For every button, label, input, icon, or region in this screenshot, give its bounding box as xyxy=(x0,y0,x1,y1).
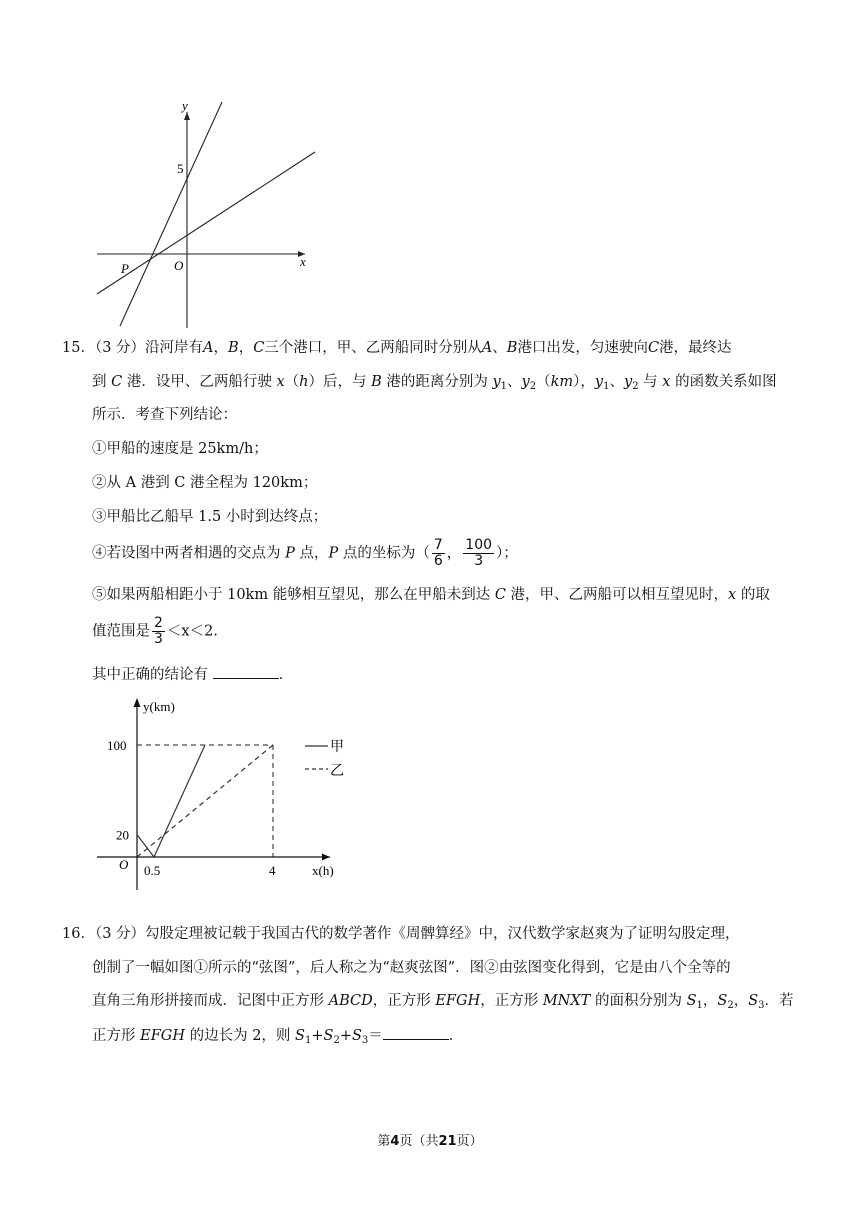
q15-text: 点的坐标为（ xyxy=(342,545,430,562)
y-tick-label: 100 xyxy=(107,738,127,753)
q15-text: ＜x＜2． xyxy=(166,623,228,640)
distance-time-chart xyxy=(95,690,365,890)
q15-line-1: 15．（3 分）沿河岸有A，B，C三个港口，甲、乙两船同时分别从A、B港口出发，匀速驶向C港，最终达 xyxy=(62,340,732,356)
q15-score: （3 分） xyxy=(94,340,146,356)
series-line-1 xyxy=(137,745,205,857)
series-line-2 xyxy=(137,745,273,857)
q16-line-4: 正方形 EFGH 的边长为 2，则 $S_1+S_2+S_3=$ ． xyxy=(92,1025,463,1051)
footer-text: 页） xyxy=(456,1134,483,1149)
q16-text: 正方形 xyxy=(92,1028,136,1044)
y-tick-label: 20 xyxy=(116,827,129,843)
q15-text: 沿河岸有 xyxy=(145,340,204,356)
q16-text: 的面积分别为 xyxy=(594,993,682,1009)
q15-text: 港．设甲、乙两船行驶 xyxy=(126,374,272,390)
footer-text: 页（共 xyxy=(399,1134,439,1149)
q15-ask-text: 其中正确的结论有 xyxy=(92,667,208,683)
x-tick-label: 4 xyxy=(269,863,276,878)
x-axis-label: x(h) xyxy=(312,863,334,878)
y-axis-label: y(km) xyxy=(143,699,175,714)
line-steep xyxy=(120,102,222,326)
q15-conclusion-4: ④若设图中两者相遇的交点为 P 点，P 点的坐标为（ $\frac{7}{6}$ ， $\frac{100}{3}$ ）； xyxy=(92,537,518,569)
legend-label-1: 甲 xyxy=(330,740,344,755)
fraction-7-6: $\frac{7}{6}$ xyxy=(433,537,443,569)
tick-5-label: 5 xyxy=(177,161,184,176)
q15-text: 点， xyxy=(299,545,329,562)
q15-conclusion-1: ①甲船的速度是 25km/h； xyxy=(92,441,268,457)
q15-text: 港，甲、乙两船可以相互望见时， xyxy=(510,587,729,603)
q16-text: ＝ xyxy=(368,1028,383,1044)
page-footer xyxy=(0,1130,860,1149)
answer-blank-16[interactable] xyxy=(383,1025,449,1040)
q15-text: 港口出发，匀速驶向 xyxy=(517,340,648,356)
q15-line-3: 所示．考查下列结论： xyxy=(92,407,237,423)
q15-conclusion-3: ③甲船比乙船早 1.5 小时到达终点； xyxy=(92,509,328,525)
page-total: 21 xyxy=(438,1134,457,1149)
q16-line-2: 创制了一幅如图①所示的“弦图”，后人称之为“赵爽弦图”．图②由弦图变化得到，它是由八个全等的 xyxy=(92,960,731,976)
q15-conclusion-2: ②从 A 港到 C 港全程为 120km； xyxy=(92,475,318,491)
x-axis-label: x xyxy=(300,254,306,269)
y-axis-arrow xyxy=(184,112,190,120)
q15-text: 的取 xyxy=(740,587,770,603)
q15-text: 值范围是 xyxy=(92,623,150,640)
q16-line-1 xyxy=(62,924,740,944)
q16-number: 16． xyxy=(62,926,95,942)
q15-text: 三个港口，甲、乙两船同时分别从 xyxy=(264,340,482,356)
point-p-label: P xyxy=(121,261,129,276)
q16-text: ，正方形 xyxy=(372,993,431,1009)
fraction-100-3: $\frac{100}{3}$ xyxy=(465,537,493,569)
q16-text: 勾股定理被记载于我国古代的数学著作《周髀算经》中，汉代数学家赵爽为了证明勾股定理， xyxy=(145,926,740,942)
q15-conclusion-5: ⑤如果两船相距小于 10km 能够相互望见，那么在甲船未到达 C 港，甲、乙两船可以相互望见时，x 的取 xyxy=(92,587,770,603)
q16-score: （3 分） xyxy=(94,926,146,942)
q15-text: 港的距离分别为 xyxy=(386,374,488,390)
origin-label: O xyxy=(119,857,129,872)
q16-line-3: 直角三角形拼接而成．记图中正方形 ABCD，正方形 EFGH，正方形 MNXT 的面积分别为 $S_1$，$S_2$，$S_3$．若 xyxy=(92,993,794,1011)
page-number: 4 xyxy=(390,1134,400,1149)
q16-text: ，正方形 xyxy=(480,993,539,1009)
y-axis-label: y xyxy=(182,98,188,113)
q15-text: ⑤如果两船相距小于 10km 能够相互望见，那么在甲船未到达 xyxy=(92,587,491,603)
legend-label-2: 乙 xyxy=(330,764,344,779)
footer-text: 第 xyxy=(377,1134,391,1149)
q15-question: 其中正确的结论有 ． xyxy=(92,664,293,685)
fraction-2-3: $\frac{2}{3}$ xyxy=(154,615,163,647)
q15-range-line xyxy=(92,616,228,647)
line-shallow xyxy=(97,152,315,294)
q15-text: 后，与 xyxy=(322,374,367,390)
answer-blank-15[interactable] xyxy=(213,664,279,679)
x-tick-label: 0.5 xyxy=(144,863,161,878)
q15-line-2: 到 C 港．设甲、乙两船行驶 x（h）后，与 B 港的距离分别为 $y_1$、$y_2(km)$，$y_1$、$y_2$ 与 x 的函数关系如图 xyxy=(92,374,777,392)
graph-two-lines xyxy=(90,98,325,334)
q15-text: 到 xyxy=(92,374,107,390)
q16-text: 直角三角形拼接而成．记图中正方形 xyxy=(92,993,324,1009)
q15-number: 15． xyxy=(62,340,95,356)
q15-text: 的函数关系如图 xyxy=(675,374,777,390)
origin-label: O xyxy=(174,258,184,273)
q15-text: 港，最终达 xyxy=(659,340,732,356)
q15-text: ④若设图中两者相遇的交点为 xyxy=(92,545,281,562)
x-axis-arrow xyxy=(322,854,330,861)
y-axis-arrow xyxy=(134,698,141,707)
q16-text: 的边长为 2，则 xyxy=(189,1028,291,1044)
q16-text: ．若 xyxy=(764,993,794,1009)
